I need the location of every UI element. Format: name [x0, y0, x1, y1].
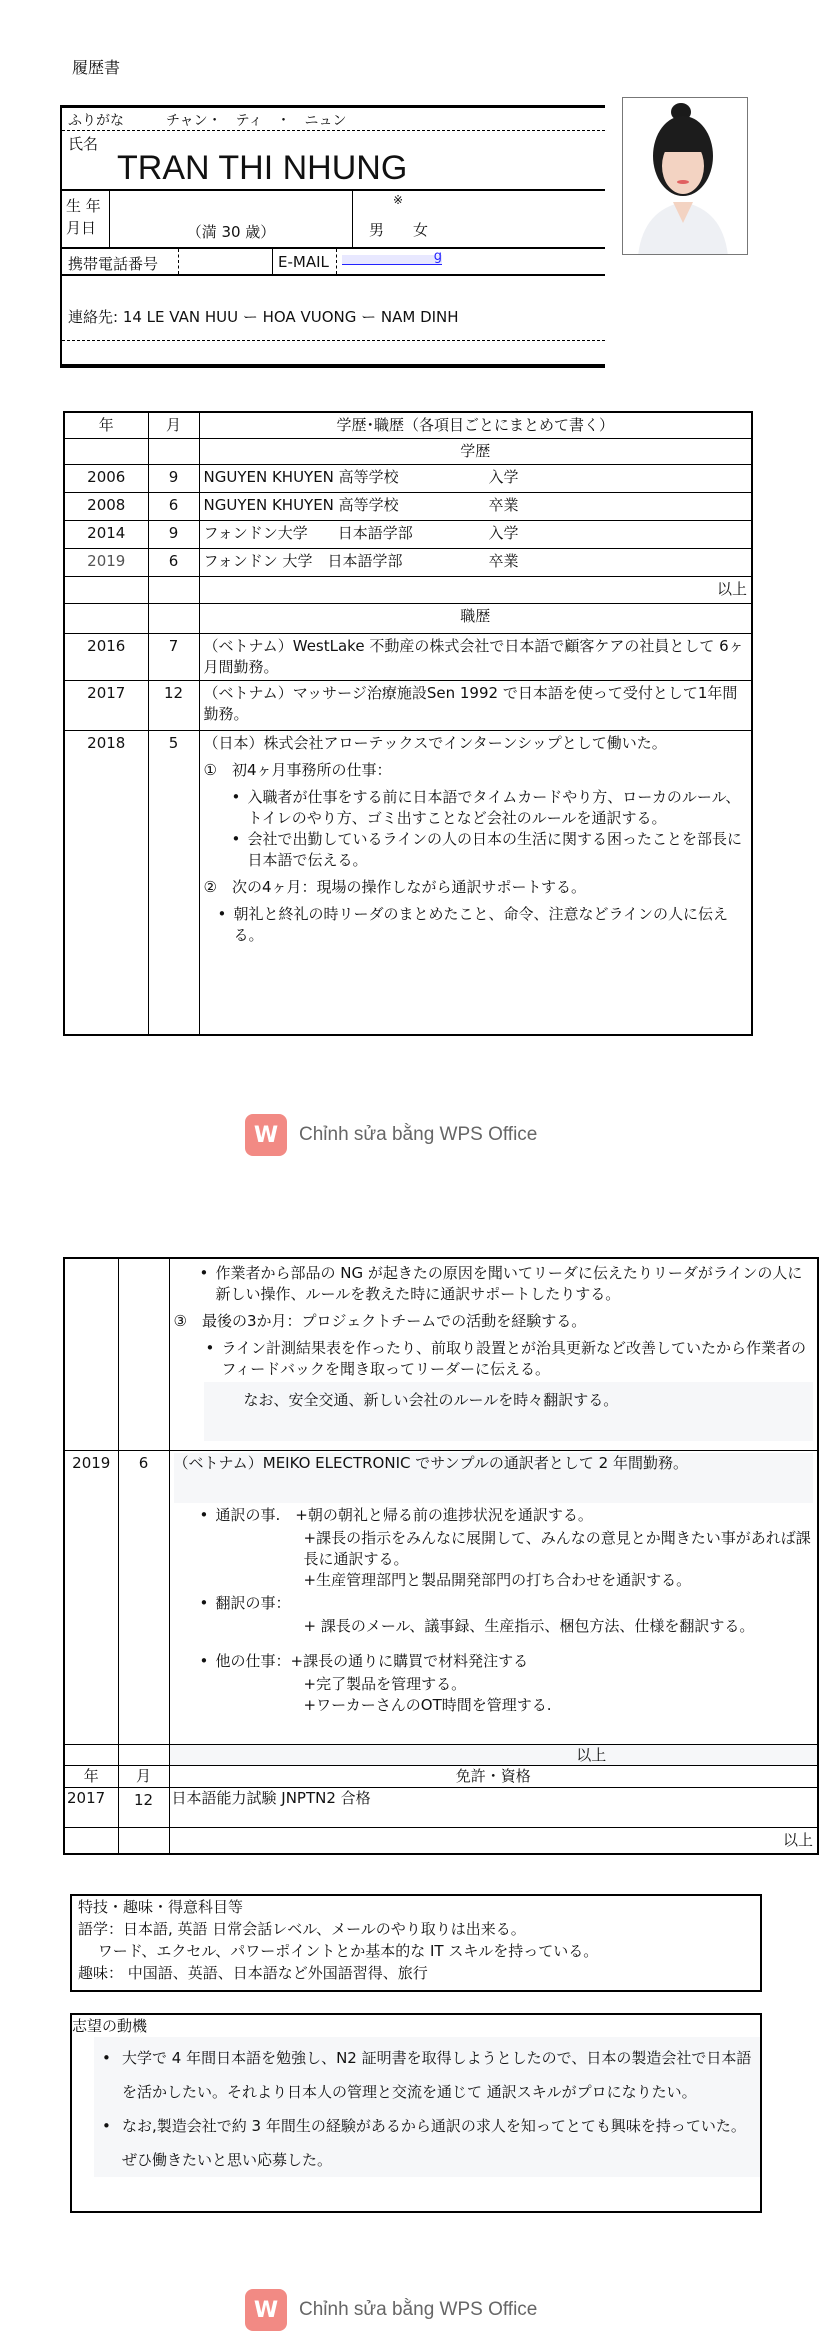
col-year: 年 [64, 412, 148, 439]
birth-label: 生 年 月日 [62, 191, 110, 247]
wps-watermark-text: Chỉnh sửa bằng WPS Office [299, 1124, 538, 1145]
table-cell: 2019 [64, 549, 148, 577]
table-cell: 6 [148, 549, 199, 577]
table-row [64, 521, 752, 549]
table-cell: 5 [148, 731, 199, 1035]
furigana-label: ふりがな [68, 113, 124, 129]
sex-cell [352, 191, 607, 247]
email-link[interactable]: g [342, 249, 442, 265]
contact-row [62, 249, 605, 276]
table-cell: 6 [148, 493, 199, 521]
col-history: 学歴･職歴（各項目ごとにまとめて書く） [199, 412, 752, 439]
table-cell [64, 1744, 118, 1765]
table-cell [148, 577, 199, 604]
table-cell: 2008 [64, 493, 148, 521]
table-cell [64, 439, 148, 465]
history-table [63, 411, 753, 1036]
table-row [64, 1450, 818, 1744]
table-cell: 9 [148, 521, 199, 549]
history-table-continued [63, 1257, 819, 1855]
work-end: 以上 [169, 1744, 818, 1765]
table-cell: NGUYEN KHUYEN 高等学校 卒業 [199, 493, 752, 521]
skills-heading: 特技・趣味・得意科目等 [78, 1898, 244, 1916]
edu-heading: 学歴 [199, 439, 752, 465]
table-cell: NGUYEN KHUYEN 高等学校 入学 [199, 465, 752, 493]
document-title: 履歴書 [72, 58, 121, 77]
wps-watermark[interactable] [245, 2288, 545, 2332]
work-heading: 職歴 [199, 604, 752, 634]
table-cell: 9 [148, 465, 199, 493]
table-cell: （ベトナム）MEIKO ELECTRONIC でサンプルの通訳者として 2 年間勤務。 • 通訳の事. +朝の朝礼と帰る前の進捗状況を通訳する。 +課長の指示をみんなに展開して、みんなの意見とか聞きたい事があれば課長に通訳する。 +生産管理部門と製品開発部門の打ち合わせを通訳する。 • 翻訳の事： + 課長のメール、議事録、生産指示、梱包方法、仕様を翻訳する。 • 他の仕事：+課長の通りに購買で材料発注する +完了製品を管理する。 +ワーカーさんのOT時間を管理する. [169, 1450, 818, 1744]
name-row [62, 131, 605, 191]
phone-label: 携帯電話番号 [68, 255, 159, 273]
table-cell [64, 1258, 118, 1450]
table-row [64, 1787, 818, 1827]
table-cell: 2014 [64, 521, 148, 549]
birth-row [62, 191, 605, 249]
table-cell: （ベトナム）マッサージ治療施設Sen 1992 で日本語を使って受付として1年間勤務。 [199, 681, 752, 731]
furigana-value: チャン・ ティ ・ ニュン [166, 113, 347, 129]
table-cell [118, 1258, 169, 1450]
table-cell [64, 1827, 118, 1854]
table-cell: フォンドン 大学 日本語学部 卒業 [199, 549, 752, 577]
wps-watermark[interactable] [245, 1113, 545, 1157]
table-cell: 2019 [64, 1450, 118, 1744]
skills-line: ワード、エクセル、パワーポイントとか基本的な IT スキルを持っている。 [78, 1942, 599, 1960]
table-cell: 2017 [64, 681, 148, 731]
table-cell: フォンドン大学 日本語学部 入学 [199, 521, 752, 549]
sex-female: 女 [413, 221, 429, 239]
furigana-row [62, 108, 605, 131]
age-value: （満 30 歳） [186, 223, 276, 241]
address: 連絡先: 14 LE VAN HUU ー HOA VUONG ー NAM DINH [62, 276, 605, 341]
skills-line: 趣味： 中国語、英語、日本語など外国語習得、旅行 [78, 1964, 428, 1982]
table-cell: 2017 [64, 1787, 118, 1827]
motivation-item: • なお,製造会社で約 3 年間生の経験があるから通訳の求人を知ってとても興味を持っていた。ぜひ働きたいと思い応募した。 [94, 2109, 754, 2177]
table-cell [118, 1827, 169, 1854]
wps-logo-icon: W [245, 2289, 287, 2331]
license-col-year: 年 [64, 1765, 118, 1787]
table-cell: 7 [148, 634, 199, 681]
name-value: TRAN THI NHUNG [117, 149, 408, 187]
table-cell: 6 [118, 1450, 169, 1744]
sex-male: 男 [369, 221, 385, 239]
table-row [64, 493, 752, 521]
table-cell: 12 [148, 681, 199, 731]
wps-watermark-text: Chỉnh sửa bằng WPS Office [299, 2299, 538, 2320]
applicant-photo [622, 97, 748, 255]
table-row [64, 634, 752, 681]
motivation-item: • 大学で 4 年間日本語を勉強し、N2 証明書を取得しようとしたので、日本の製造会社で日本語を活かしたい。それより日本人の管理と交流を通じて 通訳スキルがプロになりたい。 [94, 2041, 754, 2109]
personal-info-table [60, 105, 605, 368]
skills-line: 語学：日本語, 英語 日常会話レベル、メールのやり取りは出来る。 [78, 1920, 526, 1938]
table-cell: 2016 [64, 634, 148, 681]
edu-end: 以上 [199, 577, 752, 604]
col-month: 月 [148, 412, 199, 439]
table-cell [118, 1744, 169, 1765]
table-cell: 日本語能力試験 JNPTN2 合格 [169, 1787, 818, 1827]
table-row [64, 549, 752, 577]
wps-logo-icon: W [245, 1114, 287, 1156]
table-cell [64, 604, 148, 634]
table-cell: • 作業者から部品の NG が起きたの原因を聞いてリーダに伝えたりリーダがラインの人に新しい操作、ルールを教えた時に通訳サポートしたりする。 ③ 最後の3か月：プロジェクトチームでの活動を経験する。 • ライン計測結果表を作ったり、前取り設置とが治具更新など改善していたから作業者のフィードバックを聞き取ってリーダーに伝える。 なお、安全交通、新しい会社のルールを時々翻訳する。 [169, 1258, 818, 1450]
sex-mark: ※ [393, 193, 404, 207]
table-cell: 12 [118, 1787, 169, 1827]
table-cell: 2018 [64, 731, 148, 1035]
motivation-box [70, 2013, 762, 2213]
motivation-heading: 志望の動機 [72, 2017, 148, 2035]
license-end: 以上 [169, 1827, 818, 1854]
table-row [64, 731, 752, 1035]
table-cell [64, 577, 148, 604]
table-cell [148, 604, 199, 634]
table-cell: （日本）株式会社アローテックスでインターンシップとして働いた。 ① 初4ヶ月事務所の仕事： • 入職者が仕事をする前に日本語でタイムカードやり方、ローカのルール、トイレのやり方、ゴミ出すことなど会社のルールを通訳する。 • 会社で出勤しているラインの人の日本の生活に関する困ったことを部長に日本語で伝える。 ② 次の4ヶ月：現場の操作しながら通訳サポートする。 • 朝礼と終礼の時リーダのまとめたこと、命令、注意などラインの人に伝える。 [199, 731, 752, 1035]
license-col-month: 月 [118, 1765, 169, 1787]
skills-box [70, 1894, 762, 1992]
table-cell [148, 439, 199, 465]
table-cell: （ベトナム）WestLake 不動産の株式会社で日本語で顧客ケアの社員として 6ヶ月間勤務。 [199, 634, 752, 681]
name-label: 氏名 [68, 135, 99, 153]
table-row [64, 681, 752, 731]
license-heading: 免許・資格 [169, 1765, 818, 1787]
email-label: E-MAIL [278, 253, 329, 271]
table-cell: 2006 [64, 465, 148, 493]
table-row [64, 465, 752, 493]
